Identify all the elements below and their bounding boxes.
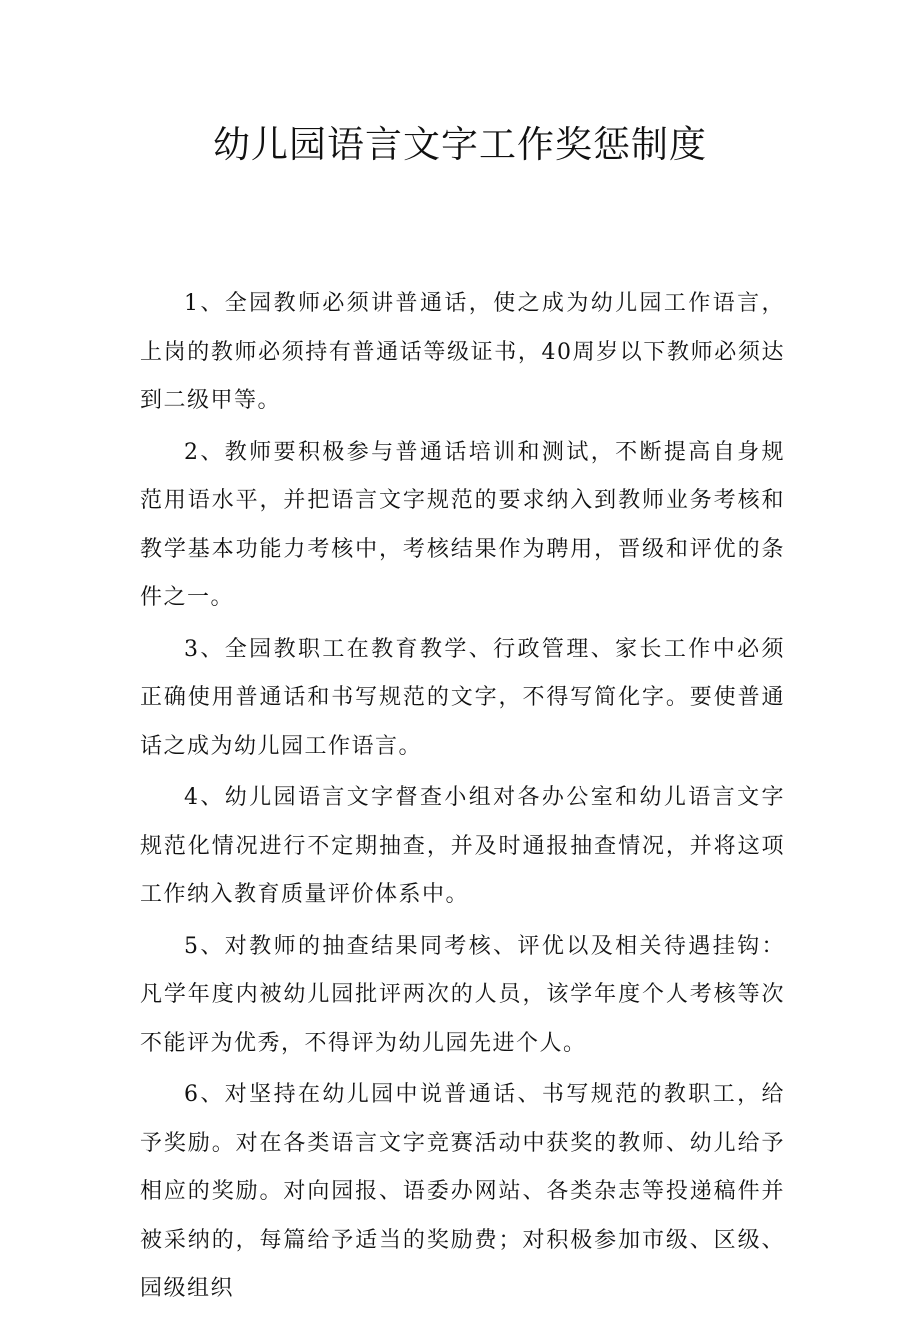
paragraph-3: 3、全园教职工在教育教学、行政管理、家长工作中必须正确使用普通话和书写规范的文字，不得写简化字。要使普通话之成为幼儿园工作语言。 xyxy=(140,636,785,759)
document-body xyxy=(140,280,785,1317)
paragraph-4: 4、幼儿园语言文字督查小组对各办公室和幼儿语言文字规范化情况进行不定期抽查，并及时通报抽查情况，并将这项工作纳入教育质量评价体系中。 xyxy=(140,785,785,907)
paragraph-6: 6、对坚持在幼儿园中说普通话、书写规范的教职工，给予奖励。对在各类语言文字竞赛活动中获奖的教师、幼儿给予相应的奖励。对向园报、语委办网站、各类杂志等投递稿件并被采纳的，每篇给予适当的奖励费；对积极参加市级、区级、园级组织 xyxy=(140,1082,785,1301)
paragraph-2: 2、教师要积极参与普通话培训和测试，不断提高自身规范用语水平，并把语言文字规范的要求纳入到教师业务考核和教学基本功能力考核中，考核结果作为聘用，晋级和评优的条件之一。 xyxy=(140,439,785,610)
paragraph-1: 1、全园教师必须讲普通话，使之成为幼儿园工作语言，上岗的教师必须持有普通话等级证书，40周岁以下教师必须达到二级甲等。 xyxy=(140,291,785,413)
document-title: 幼儿园语言文字工作奖惩制度 xyxy=(213,123,707,166)
paragraph-5: 5、对教师的抽查结果同考核、评优以及相关待遇挂钩：凡学年度内被幼儿园批评两次的人员，该学年度个人考核等次不能评为优秀，不得评为幼儿园先进个人。 xyxy=(140,933,785,1056)
